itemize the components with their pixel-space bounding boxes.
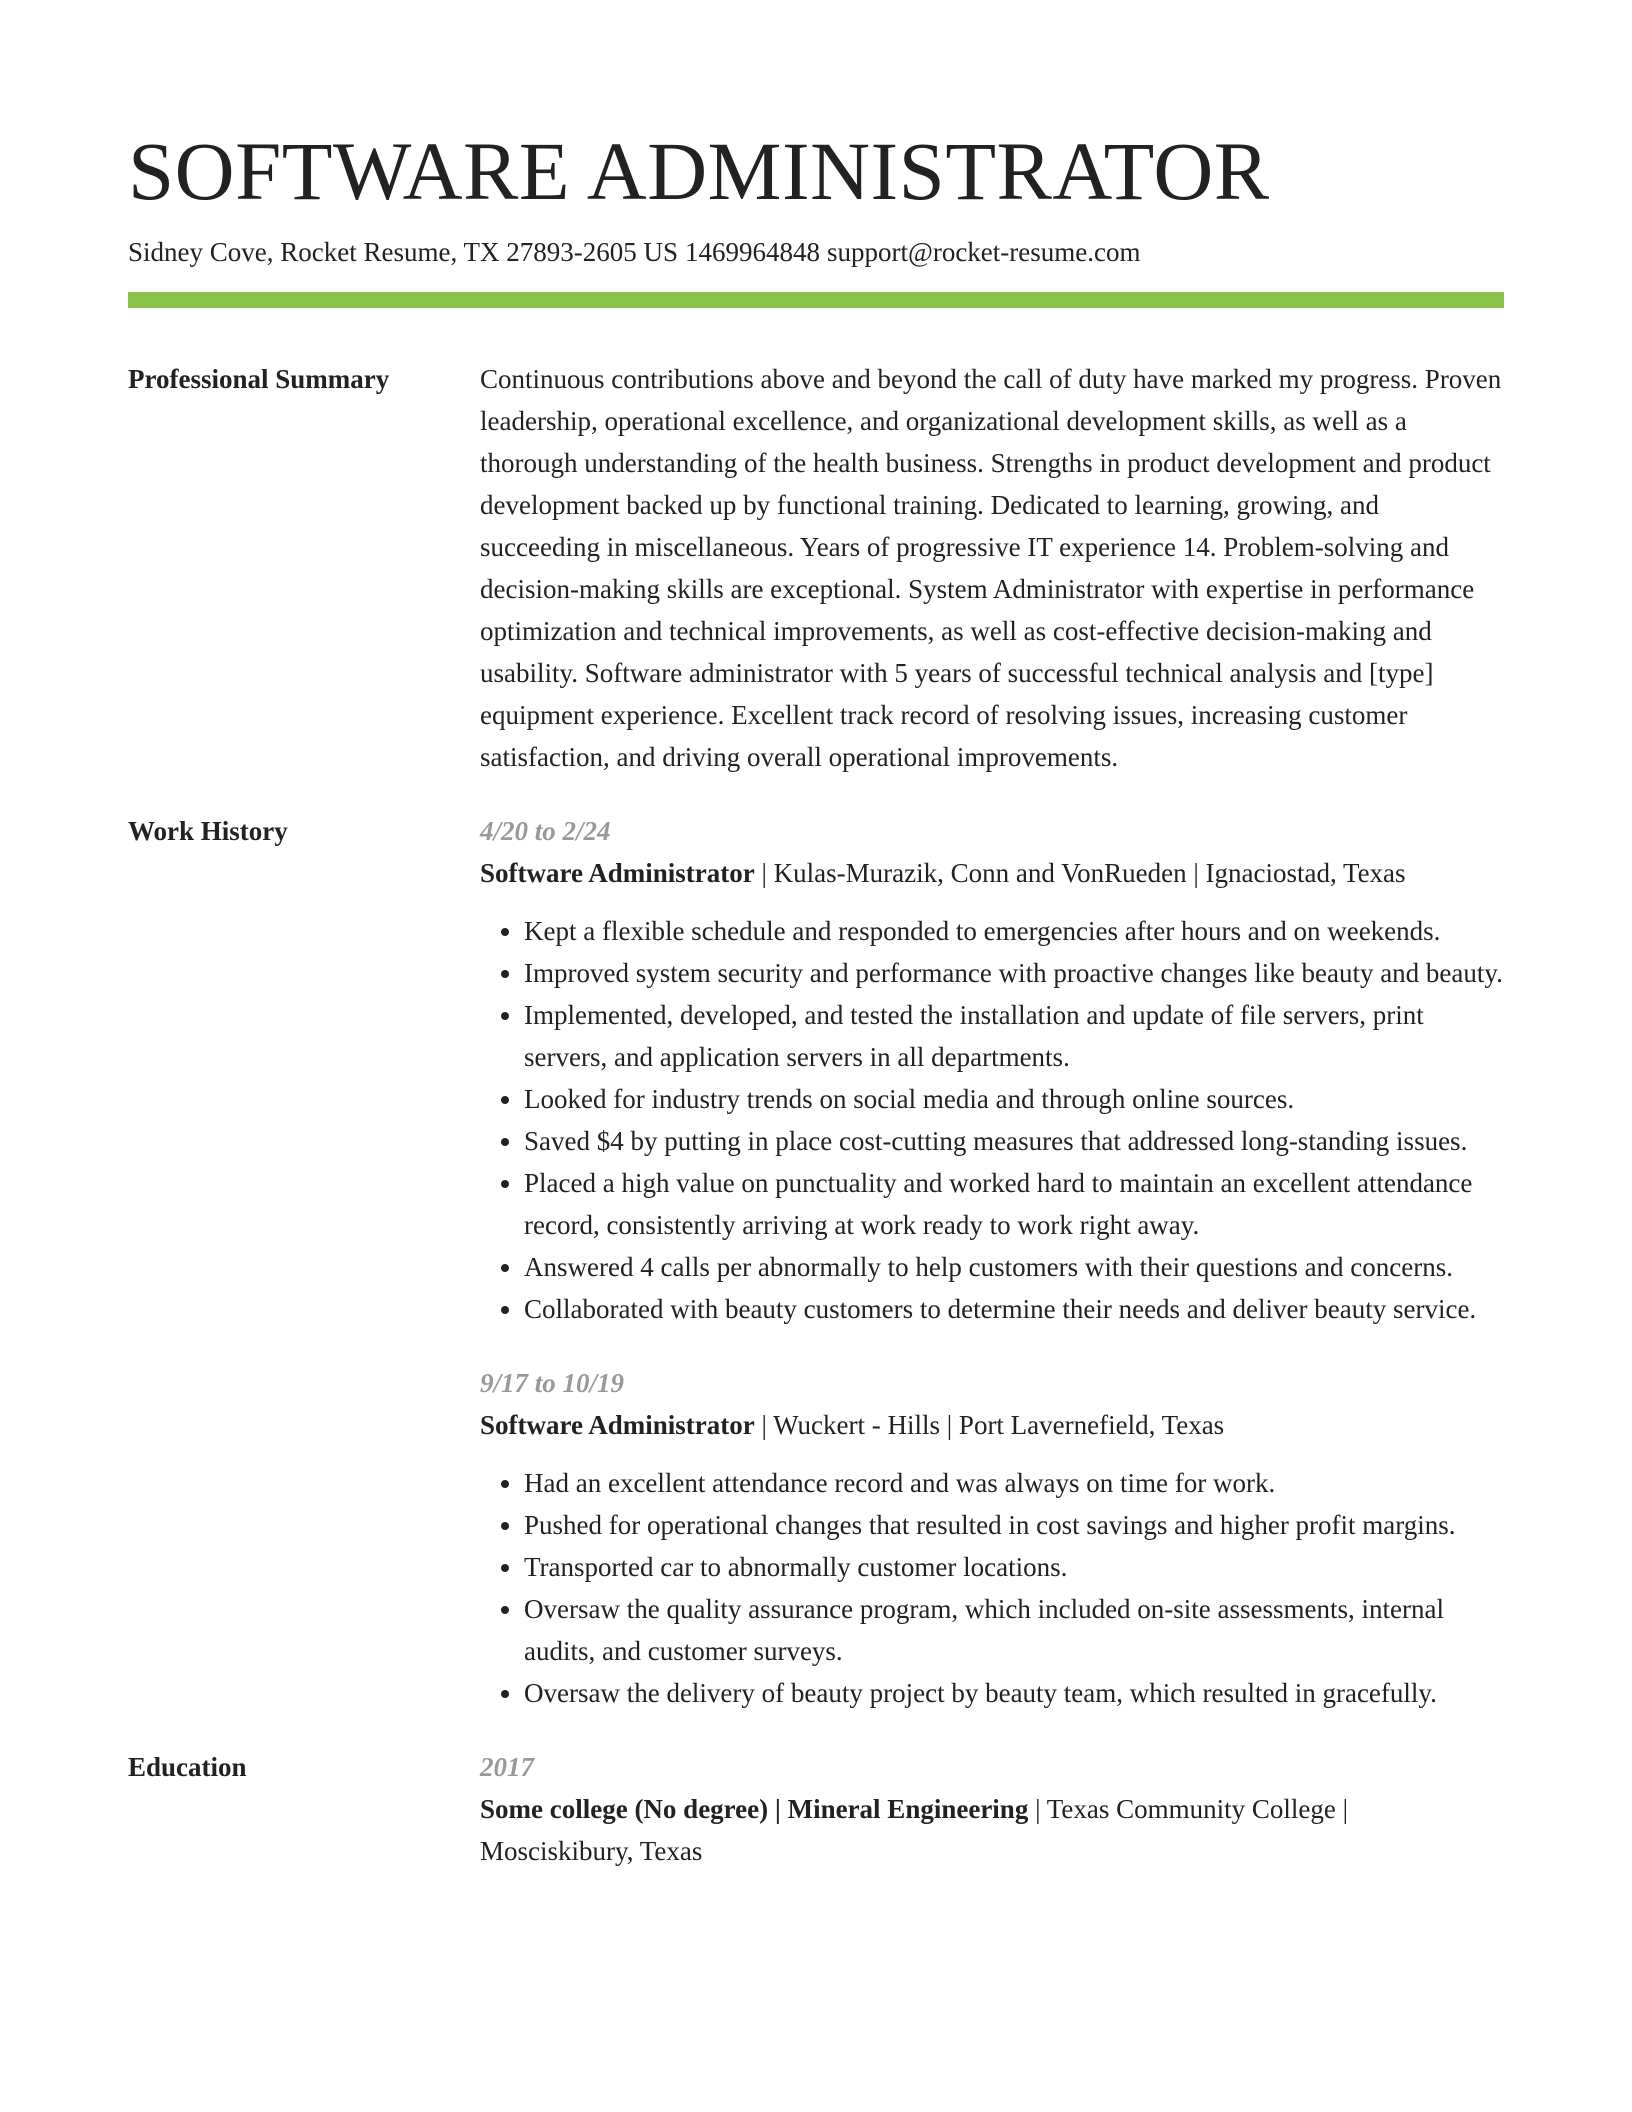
job-bullet: • Answered 4 calls per abnormally to help customers with their questions and concerns.: [524, 1246, 1504, 1288]
work-history-body: [480, 810, 1504, 1714]
job-entry: [480, 810, 1504, 1330]
job-bullet: • Had an excellent attendance record and was always on time for work.: [524, 1462, 1504, 1504]
work-history-section: [128, 810, 1504, 1714]
contact-phone: 1469964848: [684, 237, 820, 267]
job-bullet: • Oversaw the delivery of beauty project by beauty team, which resulted in gracefully.: [524, 1672, 1504, 1714]
section-label-work-history: Work History: [128, 816, 288, 846]
education-body: [480, 1746, 1504, 1872]
summary-body: [480, 358, 1504, 778]
job-bullet: • Saved $4 by putting in place cost-cutting measures that addressed long-standing issues.: [524, 1120, 1504, 1162]
job-details: | Kulas-Murazik, Conn and VonRueden | Ignaciostad, Texas: [754, 858, 1406, 888]
job-bullet: • Looked for industry trends on social media and through online sources.: [524, 1078, 1504, 1120]
education-entry: [480, 1746, 1504, 1872]
header-divider: [128, 292, 1504, 308]
job-dates: 9/17 to 10/19: [480, 1368, 625, 1398]
section-label-education: Education: [128, 1752, 247, 1782]
job-heading: [480, 1404, 1504, 1446]
education-details: | Texas Community College | Mosciskibury, Texas: [480, 1794, 1348, 1866]
job-bullet: • Kept a flexible schedule and responded to emergencies after hours and on weekends.: [524, 910, 1504, 952]
contact-line: [128, 234, 1504, 270]
resume-name-heading: SOFTWARE ADMINISTRATOR: [128, 125, 1270, 217]
job-bullet: • Transported car to abnormally customer locations.: [524, 1546, 1504, 1588]
job-bullet: • Collaborated with beauty customers to determine their needs and deliver beauty service.: [524, 1288, 1504, 1330]
education-year: 2017: [480, 1752, 534, 1782]
job-bullet: • Oversaw the quality assurance program, which included on-site assessments, internal audits, and customer surveys.: [524, 1588, 1504, 1672]
job-bullets: [480, 910, 1504, 1330]
resume-page: [128, 0, 1504, 1872]
job-bullet: • Placed a high value on punctuality and worked hard to maintain an excellent attendance record, consistently arriving at work ready to work right away.: [524, 1162, 1504, 1246]
job-details: | Wuckert - Hills | Port Lavernefield, Texas: [754, 1410, 1225, 1440]
job-title: Software Administrator: [480, 858, 755, 888]
job-bullet: • Improved system security and performance with proactive changes like beauty and beauty.: [524, 952, 1504, 994]
education-degree: Some college (No degree) | Mineral Engineering: [480, 1794, 1029, 1824]
education-heading: [480, 1788, 1504, 1872]
summary-section: [128, 358, 1504, 778]
job-bullet: • Pushed for operational changes that resulted in cost savings and higher profit margins.: [524, 1504, 1504, 1546]
job-heading: [480, 852, 1504, 894]
section-label-summary: Professional Summary: [128, 364, 390, 394]
education-section: [128, 1746, 1504, 1872]
contact-email: support@rocket-resume.com: [826, 237, 1141, 267]
job-entry: [480, 1362, 1504, 1714]
job-bullet: • Implemented, developed, and tested the installation and update of file servers, print servers, and application servers in all departments.: [524, 994, 1504, 1078]
job-dates: 4/20 to 2/24: [480, 816, 611, 846]
summary-text: Continuous contributions above and beyond the call of duty have marked my progress. Proven leadership, operational excellence, and organizational development skills, as well as a thorough understanding of the health business. Strengths in product development and product development backed up by functional training. Dedicated to learning, growing, and succeeding in miscellaneous. Years of progressive IT experience 14. Problem-solving and decision-making skills are exceptional. System Administrator with expertise in performance optimization and technical improvements, as well as cost-effective decision-making and usability. Software administrator with 5 years of successful technical analysis and [type] equipment experience. Excellent track record of resolving issues, increasing customer satisfaction, and driving overall operational improvements.: [480, 364, 1502, 772]
contact-address: Sidney Cove, Rocket Resume, TX 27893-2605 US: [128, 237, 678, 267]
job-bullets: [480, 1462, 1504, 1714]
job-title: Software Administrator: [480, 1410, 755, 1440]
